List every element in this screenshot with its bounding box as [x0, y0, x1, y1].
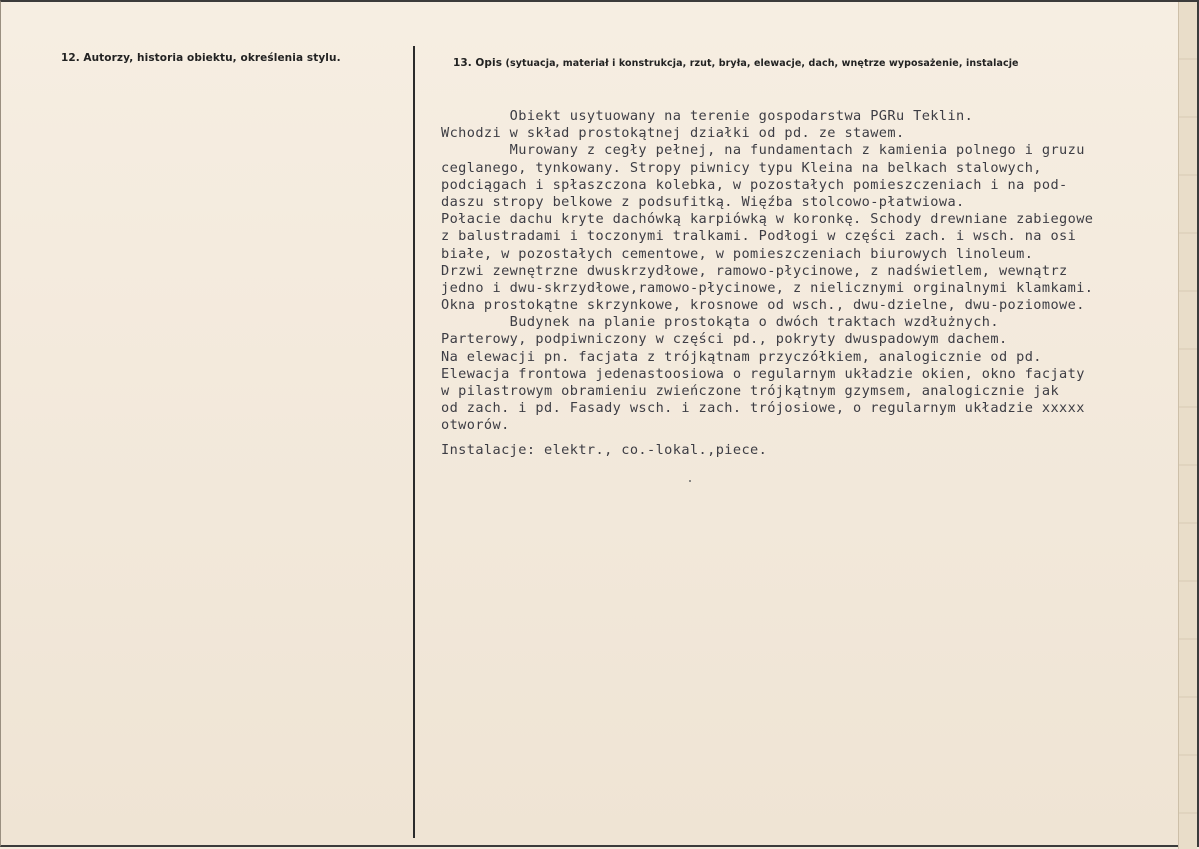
- section-12-number: 12.: [61, 52, 80, 64]
- typed-line: Połacie dachu kryte dachówką karpiówką w koronkę. Schody drewniane zabiegowe: [441, 211, 1094, 228]
- typed-line: Drzwi zewnętrzne dwuskrzydłowe, ramowo-płycinowe, z nadświetlem, wewnątrz: [441, 262, 1068, 279]
- section-13-title: Opis: [475, 57, 503, 69]
- typed-line: Okna prostokątne skrzynkowe, krosnowe od wsch., dwu-dzielne, dwu-poziomowe.: [441, 297, 1085, 314]
- section-12-title: Autorzy, historia obiektu, określenia stylu.: [83, 52, 341, 64]
- typed-line: ceglanego, tynkowany. Stropy piwnicy typu Kleina na belkach stalowych,: [441, 159, 1042, 176]
- typed-line: Budynek na planie prostokąta o dwóch traktach wzdłużnych.: [441, 314, 999, 331]
- typed-line: Wchodzi w skład prostokątnej działki od pd. ze stawem.: [441, 125, 905, 142]
- typed-line: podciągach i spłaszczona kolebka, w pozostałych pomieszczeniach i na pod-: [441, 176, 1068, 193]
- typed-line: Na elewacji pn. facjata z trójkątnam przyczółkiem, analogicznie od pd.: [441, 348, 1042, 365]
- section-13-number: 13.: [453, 57, 472, 69]
- typed-line: otworów.: [441, 417, 510, 434]
- installations-line: Instalacje: elektr., co.-lokal.,piece.: [441, 442, 768, 458]
- typed-line: z balustradami i toczonymi tralkami. Podłogi w części zach. i wsch. na osi: [441, 228, 1077, 245]
- section-12-heading: [61, 52, 341, 64]
- typed-line: Murowany z cegły pełnej, na fundamentach z kamienia polnego i gruzu: [441, 142, 1085, 159]
- typed-line: białe, w pozostałych cementowe, w pomieszczeniach biurowych linoleum.: [441, 245, 1034, 262]
- column-divider: [413, 46, 415, 838]
- typed-line: Elewacja frontowa jedenastoosiowa o regularnym układzie okien, okno facjaty: [441, 365, 1085, 382]
- typed-line: Parterowy, podpiwniczony w części pd., pokryty dwuspadowym dachem.: [441, 331, 1008, 348]
- section-13-heading: [453, 57, 1019, 69]
- typed-line: jedno i dwu-skrzydłowe,ramowo-płycinowe, z nielicznymi orginalnymi klamkami.: [441, 279, 1094, 296]
- paper-speck: [689, 480, 691, 482]
- typed-line: daszu stropy belkowe z podsufitką. Więźba stolcowo-płatwiowa.: [441, 193, 965, 210]
- typed-description: [441, 108, 1191, 435]
- section-13-title-detail: (sytuacja, materiał i konstrukcja, rzut, bryła, elewacje, dach, wnętrze wyposażenie, instalacje: [505, 58, 1019, 69]
- typed-line: Obiekt usytuowany na terenie gospodarstwa PGRu Teklin.: [441, 108, 974, 124]
- typed-line: w pilastrowym obramieniu zwieńczone trójkątnym gzymsem, analogicznie jak: [441, 383, 1060, 399]
- typed-line: od zach. i pd. Fasady wsch. i zach. trójosiowe, o regularnym układzie xxxxx: [441, 400, 1085, 417]
